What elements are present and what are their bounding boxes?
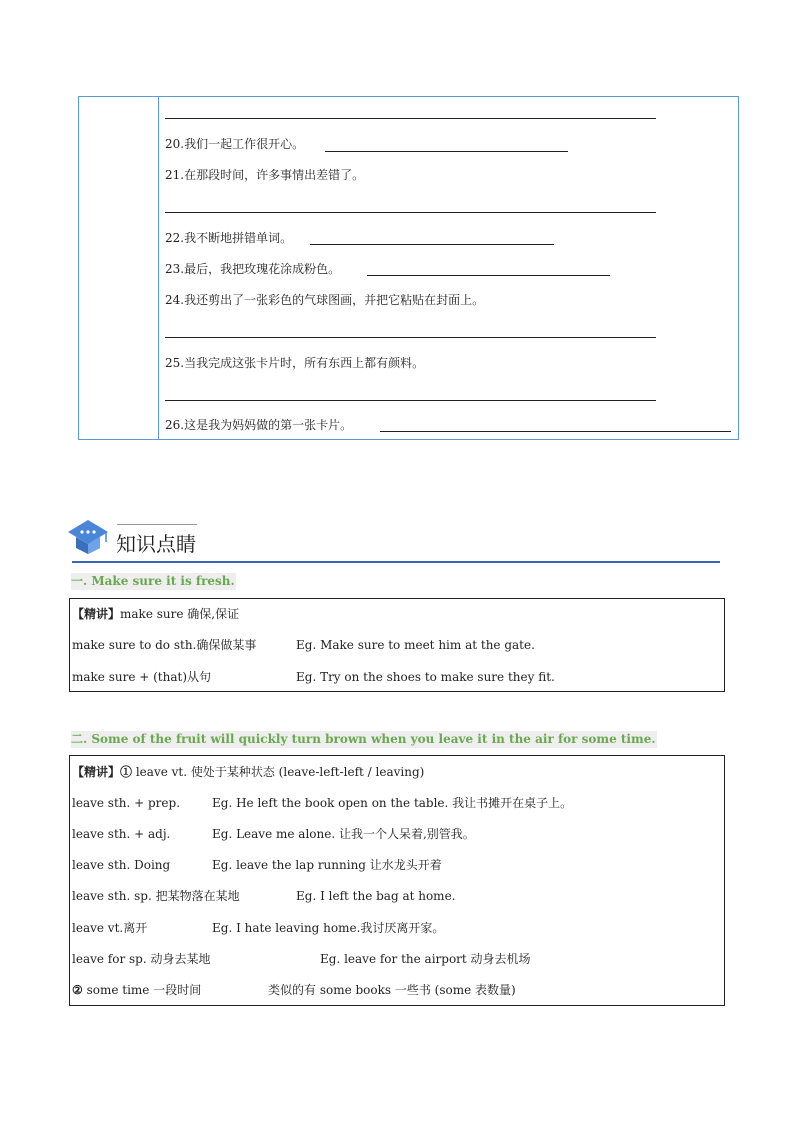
pattern: leave sth. + adj. <box>72 827 171 841</box>
question-22: 22.我不断地拼错单词。 <box>165 231 293 245</box>
intro-text: make sure 确保,保证 <box>120 607 240 621</box>
example: Eg. I left the bag at home. <box>296 889 456 903</box>
pattern: leave sth. sp. 把某物落在某地 <box>72 889 240 903</box>
question-24: 24.我还剪出了一张彩色的气球图画，并把它粘贴在封面上。 <box>165 293 485 307</box>
graduation-cap-icon <box>66 518 110 558</box>
example: 类似的有 some books 一些书 (some 表数量) <box>268 983 516 997</box>
answer-line <box>165 212 656 213</box>
section-heading: 知识点睛 <box>116 532 196 556</box>
list-item <box>72 888 456 904</box>
question-23: 23.最后，我把玫瑰花涂成粉色。 <box>165 262 341 276</box>
example: Eg. leave for the airport 动身去机场 <box>320 952 531 966</box>
list-item <box>72 951 531 967</box>
pattern: leave sth. Doing <box>72 858 171 872</box>
pattern: leave vt.离开 <box>72 921 148 935</box>
section-2-box <box>69 755 725 1006</box>
exercise-box-divider <box>158 97 159 439</box>
question-20: 20.我们一起工作很开心。 <box>165 137 305 151</box>
list-item <box>72 982 516 998</box>
example: Eg. Make sure to meet him at the gate. <box>296 638 535 652</box>
list-item <box>72 669 555 685</box>
example: Eg. Leave me alone. 让我一个人呆着,别管我。 <box>212 827 475 841</box>
list-item <box>72 795 573 811</box>
list-item <box>72 826 475 842</box>
example: Eg. He left the book open on the table. 我让书摊开在桌子上。 <box>212 796 573 810</box>
section-1-title: 一. Make sure it is fresh. <box>71 574 235 588</box>
list-item <box>72 637 535 653</box>
example: Eg. Try on the shoes to make sure they fit. <box>296 670 555 684</box>
jingjiang-tag: 【精讲】 <box>72 607 121 621</box>
answer-line <box>325 151 568 152</box>
section-2-title: 二. Some of the fruit will quickly turn brown when you leave it in the air for some time. <box>71 732 656 746</box>
section-2-intro <box>72 764 424 780</box>
answer-line <box>310 244 554 245</box>
circled-number: ① <box>120 765 133 779</box>
heading-rule <box>72 561 720 563</box>
pattern: make sure + (that)从句 <box>72 670 212 684</box>
list-item <box>72 857 442 873</box>
answer-line <box>380 431 731 432</box>
answer-line <box>367 275 610 276</box>
answer-line <box>165 400 656 401</box>
answer-line <box>165 337 656 338</box>
heading-overline <box>117 524 197 525</box>
question-21: 21.在那段时间，许多事情出差错了。 <box>165 168 365 182</box>
list-item <box>72 920 445 936</box>
question-25: 25.当我完成这张卡片时，所有东西上都有颜料。 <box>165 356 425 370</box>
intro-text: leave vt. 使处于某种状态 (leave-left-left / leaving) <box>132 765 425 779</box>
jingjiang-tag: 【精讲】 <box>72 765 121 779</box>
section-1-intro <box>72 606 239 622</box>
pattern: leave sth. + prep. <box>72 796 181 810</box>
answer-line <box>165 118 656 119</box>
example: Eg. I hate leaving home.我讨厌离开家。 <box>212 921 445 935</box>
pattern: leave for sp. 动身去某地 <box>72 952 211 966</box>
question-26: 26.这是我为妈妈做的第一张卡片。 <box>165 418 353 432</box>
pattern: some time 一段时间 <box>82 983 202 997</box>
example: Eg. leave the lap running 让水龙头开着 <box>212 858 442 872</box>
pattern: make sure to do sth.确保做某事 <box>72 638 257 652</box>
circled-number: ② <box>72 983 83 997</box>
